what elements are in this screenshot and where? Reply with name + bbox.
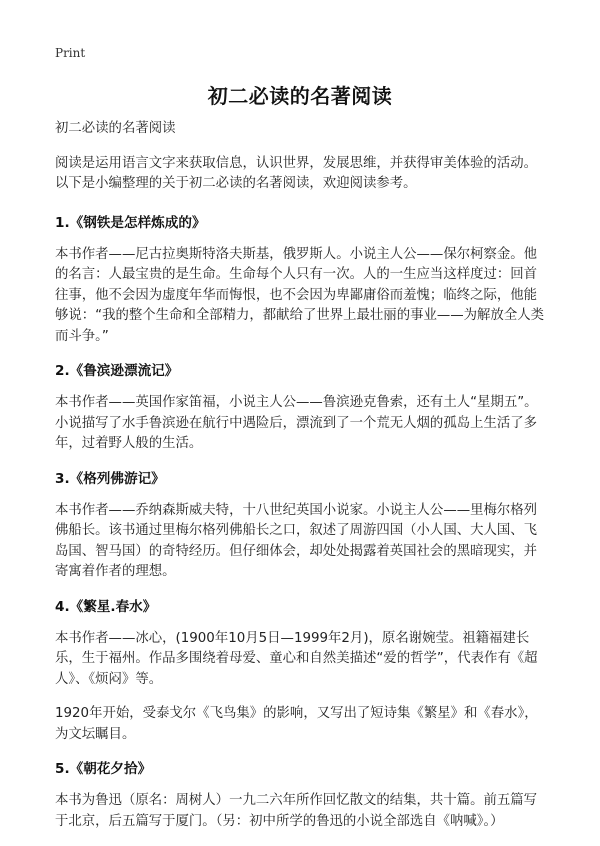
section-paragraph-4a: 本书作者——冰心，(1900年10月5日—1999年2月)，原名谢婉莹。祖籍福建长乐，生于福州。作品多围绕着母爱、童心和自然美描述“爱的哲学”，代表作有《超人》、《烦闷》等。 (55, 630, 538, 687)
section-heading-4: 4.《繁星.春水》 (55, 598, 157, 615)
section-paragraph-2: 本书作者——英国作家笛福，小说主人公——鲁滨逊克鲁索，还有土人“星期五”。小说描写了水手鲁滨逊在航行中遇险后，漂流到了一个荒无人烟的孤岛上生活了多年，过着野人般的生活。 (55, 395, 538, 451)
section-paragraph-5: 本书为鲁迅（原名：周树人）一九二六年所作回忆散文的结集，共十篇。前五篇写于北京，后五篇写于厦门。（另：初中所学的鲁迅的小说全部选自《呐喊》。） (55, 793, 538, 829)
article-body (55, 119, 549, 846)
section-heading-2: 2.《鲁滨逊漂流记》 (55, 363, 179, 379)
section-paragraph-1: 本书作者——尼古拉奥斯特洛夫斯基，俄罗斯人。小说主人公——保尔柯察金。他的名言：人最宝贵的是生命。生命每个人只有一次。人的一生应当这样度过：回首往事，他不会因为虚度年华而悔恨，也不会因为卑鄙庸俗而羞愧；临终之际，他能够说：“我的整个生命和全部精力，都献给了世界上最壮丽的事业——为解放全人类而斗争。” (55, 246, 544, 344)
section-heading-1: 1.《钢铁是怎样炼成的》 (55, 214, 206, 231)
section-paragraph-4b: 1920年开始，受泰戈尔《飞鸟集》的影响，又写出了短诗集《繁星》和《春水》，为文坛瞩目。 (55, 706, 538, 742)
section-paragraph-3: 本书作者——乔纳森斯威夫特，十八世纪英国小说家。小说主人公——里梅尔格列佛船长。该书通过里梅尔格列佛船长之口，叙述了周游四国（小人国、大人国、飞岛国、智马国）的奇特经历。但仔细体会，却处处揭露着英国社会的黑暗现实，并寄寓着作者的理想。 (55, 502, 538, 579)
print-link[interactable]: Print (55, 46, 86, 60)
section-heading-5: 5.《朝花夕拾》 (55, 761, 152, 777)
section-heading-3: 3.《格列佛游记》 (55, 470, 165, 487)
intro-paragraph: 阅读是运用语言文字来获取信息，认识世界，发展思维，并获得审美体验的活动。以下是小编整理的关于初二必读的名著阅读，欢迎阅读参考。 (55, 155, 538, 191)
article-subtitle: 初二必读的名著阅读 (55, 121, 176, 136)
page-title: 初二必读的名著阅读 (207, 84, 393, 108)
